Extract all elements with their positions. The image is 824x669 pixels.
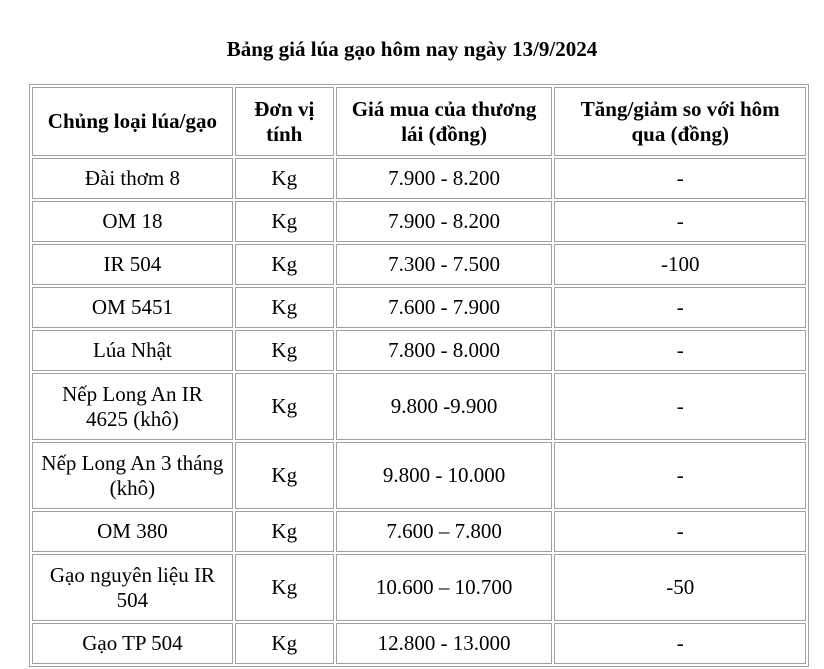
cell-rice-type: Gạo nguyên liệu IR 504	[32, 554, 233, 621]
cell-price: 9.800 -9.900	[336, 373, 553, 440]
header-change: Tăng/giảm so với hôm qua (đồng)	[554, 87, 806, 156]
cell-unit: Kg	[235, 158, 334, 199]
table-row	[32, 373, 806, 440]
cell-rice-type: Gạo TP 504	[32, 623, 233, 664]
cell-change: -50	[554, 554, 806, 621]
table-body	[32, 158, 806, 664]
cell-change: -	[554, 330, 806, 371]
cell-rice-type: Đài thơm 8	[32, 158, 233, 199]
table-row	[32, 554, 806, 621]
cell-price: 10.600 – 10.700	[336, 554, 553, 621]
cell-price: 7.900 - 8.200	[336, 158, 553, 199]
cell-price: 12.800 - 13.000	[336, 623, 553, 664]
cell-price: 9.800 - 10.000	[336, 442, 553, 509]
cell-rice-type: OM 5451	[32, 287, 233, 328]
cell-change: -100	[554, 244, 806, 285]
cell-rice-type: Nếp Long An 3 tháng (khô)	[32, 442, 233, 509]
table-row	[32, 330, 806, 371]
cell-change: -	[554, 373, 806, 440]
cell-change: -	[554, 511, 806, 552]
table-row	[32, 442, 806, 509]
table-header	[32, 87, 806, 156]
table-row	[32, 623, 806, 664]
cell-change: -	[554, 442, 806, 509]
cell-unit: Kg	[235, 554, 334, 621]
header-rice-type: Chủng loại lúa/gạo	[32, 87, 233, 156]
table-row	[32, 158, 806, 199]
table-row	[32, 201, 806, 242]
cell-price: 7.600 - 7.900	[336, 287, 553, 328]
cell-change: -	[554, 158, 806, 199]
cell-rice-type: OM 18	[32, 201, 233, 242]
table-row	[32, 511, 806, 552]
cell-unit: Kg	[235, 330, 334, 371]
cell-unit: Kg	[235, 373, 334, 440]
cell-unit: Kg	[235, 511, 334, 552]
table-header-row	[32, 87, 806, 156]
cell-rice-type: Nếp Long An IR 4625 (khô)	[32, 373, 233, 440]
cell-unit: Kg	[235, 623, 334, 664]
cell-price: 7.600 – 7.800	[336, 511, 553, 552]
cell-unit: Kg	[235, 201, 334, 242]
rice-price-table	[29, 84, 809, 667]
cell-change: -	[554, 201, 806, 242]
cell-change: -	[554, 623, 806, 664]
header-unit: Đơn vị tính	[235, 87, 334, 156]
cell-change: -	[554, 287, 806, 328]
table-row	[32, 287, 806, 328]
cell-rice-type: IR 504	[32, 244, 233, 285]
cell-price: 7.300 - 7.500	[336, 244, 553, 285]
header-buying-price: Giá mua của thương lái (đồng)	[336, 87, 553, 156]
cell-rice-type: OM 380	[32, 511, 233, 552]
cell-price: 7.900 - 8.200	[336, 201, 553, 242]
cell-rice-type: Lúa Nhật	[32, 330, 233, 371]
page-title: Bảng giá lúa gạo hôm nay ngày 13/9/2024	[226, 37, 598, 61]
cell-unit: Kg	[235, 442, 334, 509]
cell-price: 7.800 - 8.000	[336, 330, 553, 371]
cell-unit: Kg	[235, 287, 334, 328]
table-row	[32, 244, 806, 285]
cell-unit: Kg	[235, 244, 334, 285]
